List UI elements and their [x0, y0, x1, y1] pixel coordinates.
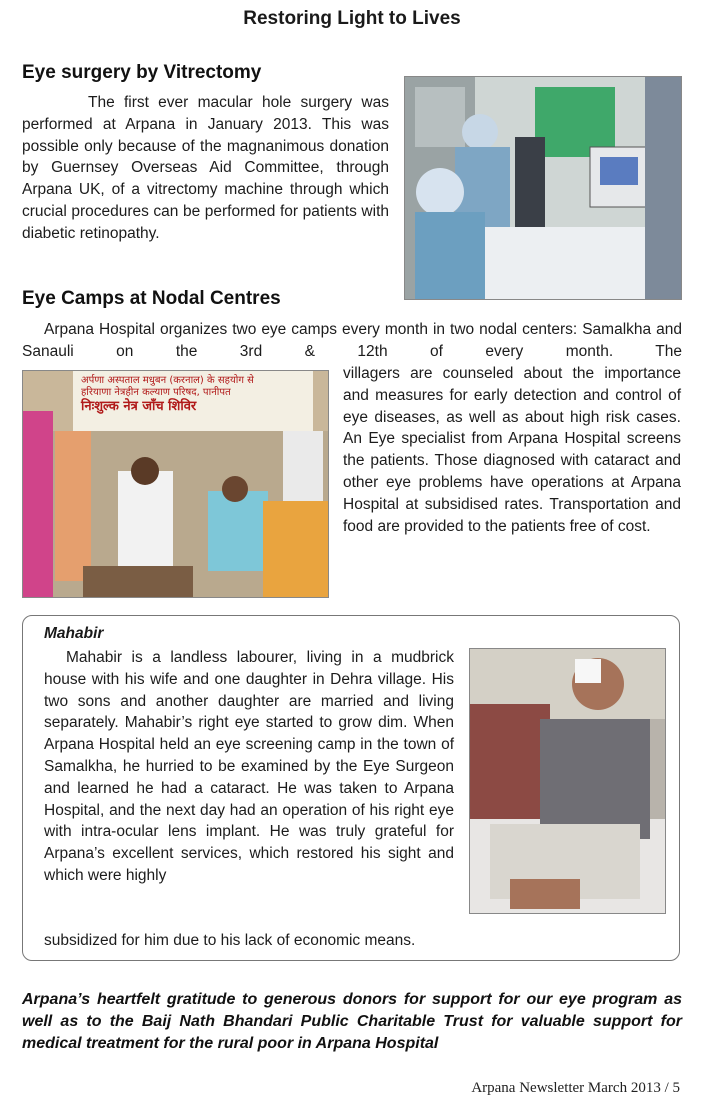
banner-line-2: हरियाणा नेत्रहीन कल्याण परिषद, पानीपत	[81, 387, 231, 398]
eye-camp-photo	[22, 370, 329, 598]
closing-statement: Arpana’s heartfelt gratitude to generous donors for support for our eye program as well as to the Baij Nath Bhandari Public Charitable Trust for valuable support for medical treatment for the rural poor in Arpana Hospital	[22, 991, 682, 1052]
page-footer: Arpana Newsletter March 2013 / 5	[471, 1080, 680, 1096]
banner-line-3: निःशुल्क नेत्र जाँच शिविर	[81, 399, 197, 414]
eye-camps-intro: Arpana Hospital organizes two eye camps every month in two nodal centers: Samalkha and Sanauli on the 3rd & 12th of every month. The	[22, 321, 682, 360]
vitrectomy-heading: Eye surgery by Vitrectomy	[22, 62, 262, 83]
surgery-photo-icon	[405, 77, 681, 299]
page-title: Restoring Light to Lives	[243, 8, 461, 29]
patient-photo	[469, 648, 666, 914]
surgery-photo	[404, 76, 682, 300]
patient-photo-icon	[470, 649, 665, 913]
banner-line-1: अर्पणा अस्पताल मधुबन (करनाल) के सहयोग से	[81, 375, 254, 386]
story-title: Mahabir	[44, 625, 104, 642]
eye-camps-paragraph: villagers are counseled about the importance and measures for early detection and control of eye diseases, as well as about high risk cases. An Eye specialist from Arpana Hospital screens the patients. Those diagnosed with cataract and other eye problems have operations at Arpana Hospital at subsidised rates. Transportation and food are provided to the patients free of cost.	[343, 365, 681, 535]
story-paragraph: Mahabir is a landless labourer, living in a mudbrick house with his wife and one daughter in Dehra village. His two sons and another daughter are married and living separately. Mahabir’s right eye started to grow dim. When Arpana Hospital held an eye screening camp in the town of Samalkha, he hurried to be examined by the Eye Surgeon and learned he had a cataract. He was taken to Arpana Hospital, and the next day had an operation of his right eye with intra-ocular lens implant. He was truly grateful for Arpana’s excellent services, which restored his sight and which were highly	[44, 649, 454, 884]
story-last-line: subsidized for him due to his lack of economic means.	[44, 932, 416, 949]
vitrectomy-paragraph: The first ever macular hole surgery was performed at Arpana in January 2013. This was possible only because of the magnanimous donation by Guernsey Overseas Aid Committee, through Arpana UK, of a vitrectomy machine through which crucial procedures can be performed for patients with diabetic retinopathy.	[22, 94, 389, 242]
eye-camps-heading: Eye Camps at Nodal Centres	[22, 288, 281, 309]
